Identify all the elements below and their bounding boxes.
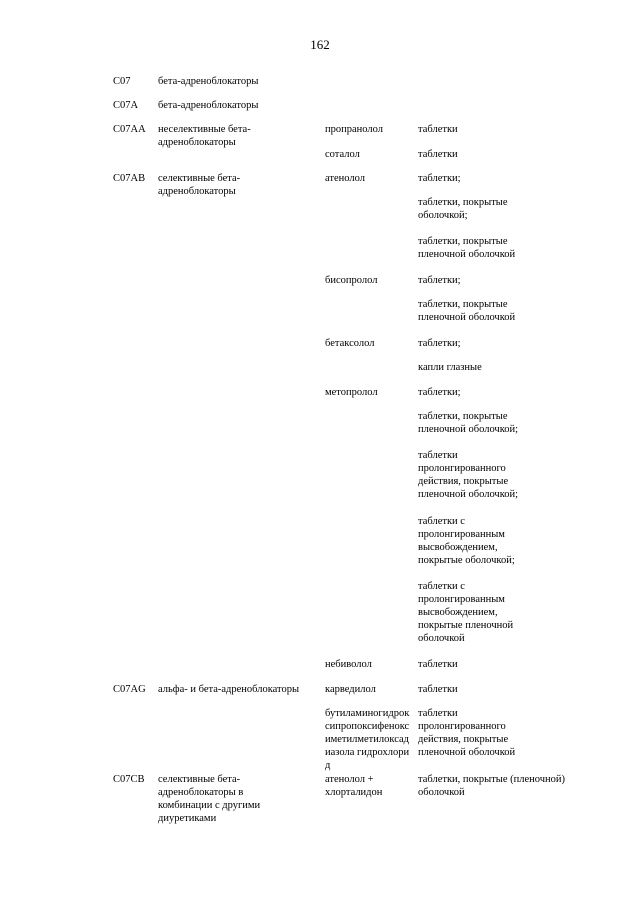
dosage-form: таблетки с пролонгированным высвобождением, покрытые пленочной оболочкой — [418, 581, 514, 644]
dosage-form: таблетки пролонгированного действия, покрытые пленочной оболочкой; — [418, 450, 519, 500]
dosage-form: таблетки — [418, 659, 458, 670]
dosage-form: таблетки пролонгированного действия, покрытые пленочной оболочкой — [418, 708, 516, 758]
dosage-form: таблетки, покрытые пленочной оболочкой — [418, 236, 516, 260]
atc-group: селективные бета-адреноблокаторы — [158, 173, 241, 197]
drug-name: бетаксолол — [325, 338, 375, 349]
drug-name: карведилол — [325, 684, 376, 695]
dosage-form: таблетки, покрытые пленочной оболочкой; — [418, 411, 519, 435]
dosage-form: таблетки, покрытые пленочной оболочкой — [418, 299, 516, 323]
drug-name: атенолол — [325, 173, 365, 184]
page-number: 162 — [310, 37, 330, 52]
dosage-form: таблетки, покрытые (пленочной) оболочкой — [418, 774, 565, 798]
dosage-form: таблетки; — [418, 387, 461, 398]
dosage-form: таблетки с пролонгированным высвобождением, покрытые оболочкой; — [418, 516, 515, 566]
drug-name: небиволол — [325, 659, 372, 670]
atc-group: бета-адреноблокаторы — [158, 76, 259, 87]
dosage-form: капли глазные — [418, 362, 482, 373]
dosage-form: таблетки; — [418, 275, 461, 286]
atc-code: C07AG — [113, 684, 146, 695]
atc-group: альфа- и бета-адреноблокаторы — [158, 684, 300, 695]
dosage-form: таблетки; — [418, 173, 461, 184]
atc-group: неселективные бета-адреноблокаторы — [158, 124, 251, 148]
drug-name: атенолол + хлорталидон — [325, 774, 383, 798]
drug-name: соталол — [325, 149, 360, 160]
drug-name: пропранолол — [325, 124, 383, 135]
atc-code: C07AB — [113, 173, 146, 184]
atc-code: C07AA — [113, 124, 146, 135]
atc-code: C07A — [113, 100, 139, 111]
atc-group: селективные бета-адреноблокаторы в комбинации с другими диуретиками — [158, 774, 261, 824]
atc-code: C07CB — [113, 774, 145, 785]
drug-name: бутиламиногидроксипропоксифеноксиметилметилоксадиазола гидрохлорид — [325, 708, 410, 771]
drug-name: бисопролол — [325, 275, 378, 286]
dosage-form: таблетки; — [418, 338, 461, 349]
dosage-form: таблетки, покрытые оболочкой; — [418, 197, 508, 221]
atc-group: бета-адреноблокаторы — [158, 100, 259, 111]
dosage-form: таблетки — [418, 684, 458, 695]
dosage-form: таблетки — [418, 149, 458, 160]
drug-name: метопролол — [325, 387, 378, 398]
dosage-form: таблетки — [418, 124, 458, 135]
atc-code: C07 — [113, 76, 131, 87]
